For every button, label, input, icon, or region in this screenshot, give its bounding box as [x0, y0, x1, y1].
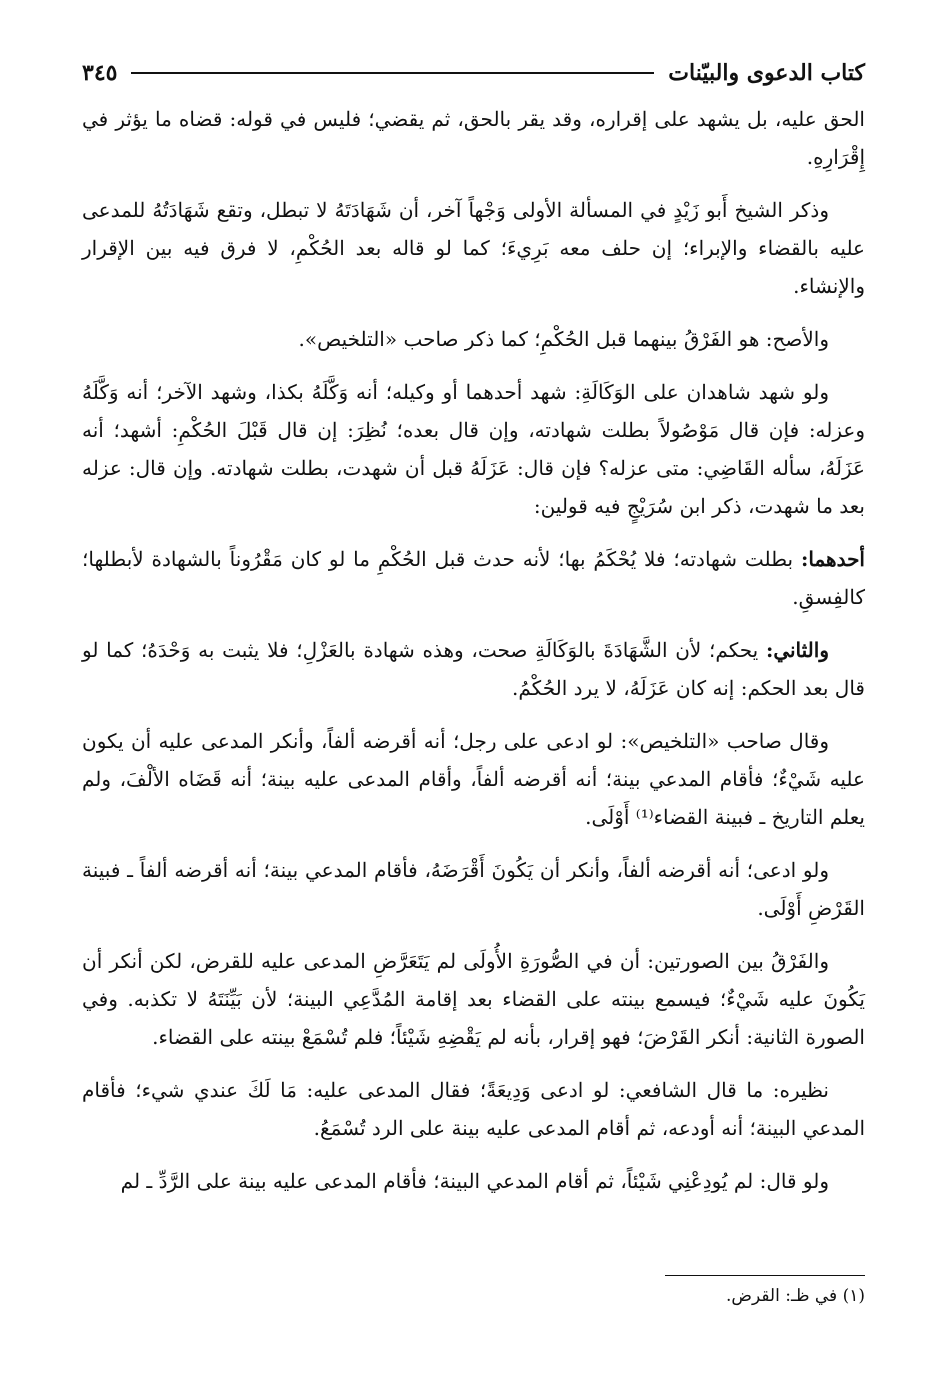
paragraph-text: والفَرْقُ بين الصورتين: أن في الصُّورَةِ الأُولَى لم يَتَعَرَّضِ المدعى عليه للقرض، لكن أنكر أن يَكُونَ عليه شَيْءٌ؛ فيسمع بينته على القضاء بعد إقامة المُدَّعِي البينة؛ لأن بَيِّنَتَهُ لا تكذبه. وفي الصورة الثانية: أنكر القَرْضَ؛ فهو إقرار، بأنه لم يَقْضِهِ شَيْئاً؛ فلم تُسْمَعْ بينته على القضاء.: [82, 949, 865, 1049]
paragraph: [82, 631, 865, 707]
page-number: ٣٤٥: [82, 60, 118, 86]
paragraph: [82, 722, 865, 836]
paragraph: [82, 373, 865, 525]
paragraph-text: نظيره: ما قال الشافعي: لو ادعى وَدِيعَةً؛ فقال المدعى عليه: مَا لَكَ عندي شيء؛ فأقام المدعي البينة؛ أنه أودعه، ثم أقام المدعى عليه بينة على الرد تُسْمَعُ.: [82, 1078, 865, 1140]
paragraph: [82, 1162, 865, 1200]
paragraph-lead: والثاني:: [765, 638, 829, 662]
paragraph: [82, 320, 865, 358]
paragraph-lead: أحدهما:: [800, 547, 865, 571]
main-text: [82, 100, 865, 1215]
paragraph: [82, 851, 865, 927]
header-rule: [131, 72, 654, 74]
paragraph-text: الحق عليه، بل يشهد على إقراره، وقد يقر بالحق، ثم يقضي؛ فليس في قوله: قضاه ما يؤثر في إِقْرَارِهِ.: [82, 107, 865, 169]
book-title: كتاب الدعوى والبيّنات: [668, 60, 865, 86]
paragraph-text: ولو ادعى؛ أنه أقرضه ألفاً، وأنكر أن يَكُونَ أَقْرَضَهُ، فأقام المدعي بينة؛ أنه أقرضه ألفاً ـ فبينة القَرْضِ أَوْلَى.: [82, 858, 865, 920]
paragraph: [82, 942, 865, 1056]
paragraph-text: بطلت شهادته؛ فلا يُحْكَمُ بها؛ لأنه حدث قبل الحُكْمِ ما لو كان مَقْرُوناً بالشهادة لأبطلها؛ كالفِسقِ.: [82, 547, 865, 609]
paragraph-text: يحكم؛ لأن الشَّهَادَةَ بالوَكَالَةِ صحت، وهذه شهادة بالعَزْلِ؛ فلا يثبت به وَحْدَهُ؛ كما لو قال بعد الحكم: إنه كان عَزَلَهُ، لا يرد الحُكْمُ.: [82, 638, 865, 700]
paragraph-text: ولو قال: لم يُودِعْنِي شَيْئاً، ثم أقام المدعي البينة؛ فأقام المدعى عليه بينة على الرَّدِّ ـ لم: [120, 1169, 829, 1193]
paragraph: [82, 100, 865, 176]
paragraph-text: وذكر الشيخ أَبو زَيْدٍ في المسألة الأولى وَجْهاً آخر، أن شَهَادَتَهُ لا تبطل، وتقع شَهَادَتُهُ للمدعى عليه بالقضاء والإبراء؛ إن حلف معه بَرِيءَ؛ كما لو قاله بعد الحُكْمِ، لا فرق فيه بين الإقرار والإنشاء.: [82, 198, 865, 298]
running-header: [82, 48, 865, 98]
paragraph: [82, 191, 865, 305]
paragraph-text: والأصح: هو الفَرْقُ بينهما قبل الحُكْمِ؛ كما ذكر صاحب «التلخيص».: [298, 327, 829, 351]
footnote: (١) في ظـ: القرض.: [726, 1286, 865, 1306]
paragraph: [82, 1071, 865, 1147]
paragraph-text: وقال صاحب «التلخيص»: لو ادعى على رجل؛ أنه أقرضه ألفاً، وأنكر المدعى عليه أن يكون عليه شَيْءٌ؛ فأقام المدعي بينة؛ أنه أقرضه ألفاً، وأقام المدعى عليه بينة؛ أنه قَضَاه الألْفَ، ولم يعلم التاريخ ـ فبينة القضاء⁽¹⁾ أَوْلَى.: [82, 729, 865, 829]
footnote-separator: [665, 1275, 865, 1276]
paragraph: [82, 540, 865, 616]
paragraph-text: ولو شهد شاهدان على الوَكَالَةِ: شهد أحدهما أو وكيله؛ أنه وَكَّلَهُ بكذا، وشهد الآخر؛ أنه وَكَّلَهُ وعزله: فإن قال مَوْصُولاً بطلت شهادته، وإن قال بعده؛ نُظِرَ: إن قال قَبْلَ الحُكْمِ: أشهد؛ أنه عَزَلَهُ، سأله القَاضِي: متى عزله؟ فإن قال: عَزَلَهُ قبل أن شهدت، بطلت شهادته. وإن قال: عزله بعد ما شهدت، ذكر ابن سُرَيْجٍ فيه قولين:: [82, 380, 865, 518]
